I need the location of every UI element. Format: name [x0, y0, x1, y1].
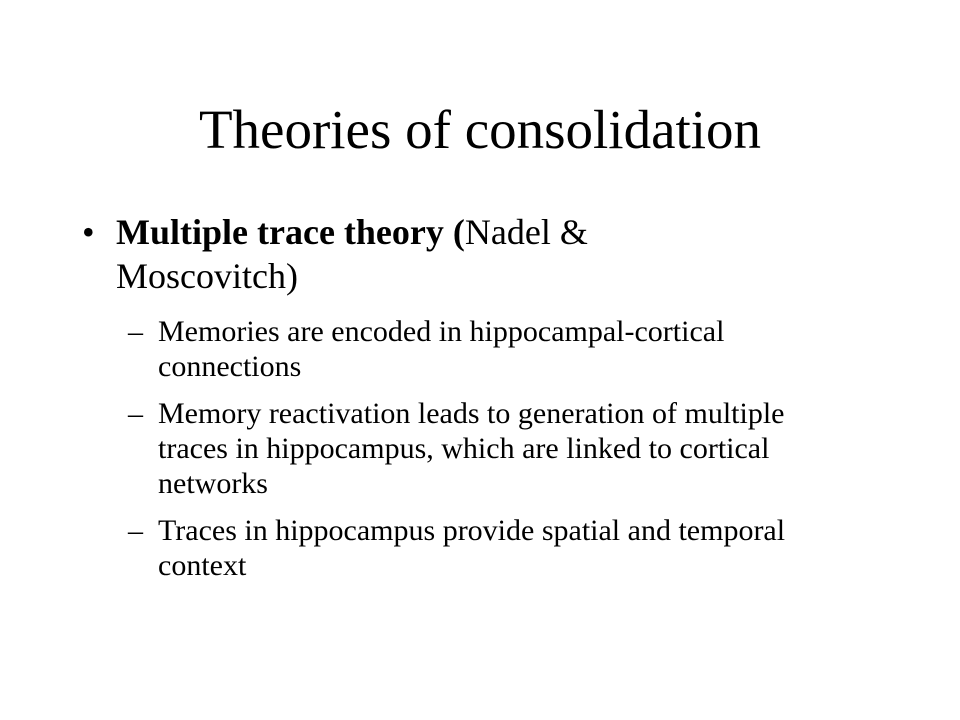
sub-bullet-text: Memory reactivation leads to generation of multiple traces in hippocampus, which are linked to cortical networks [158, 397, 785, 500]
sub-bullet-list [0, 314, 960, 583]
slide-title: Theories of consolidation [198, 99, 762, 160]
bullet-heading-rest: Nadel & Moscovitch) [116, 212, 588, 296]
sub-bullet [0, 513, 858, 583]
main-bullet [0, 210, 716, 298]
sub-bullet-text: Memories are encoded in hippocampal-cortical connections [158, 315, 725, 383]
sub-bullet-text: Traces in hippocampus provide spatial and temporal context [158, 514, 786, 582]
sub-bullet [0, 314, 858, 384]
bullet-marker: • [82, 212, 95, 252]
dash-marker: – [128, 397, 143, 430]
bullet-heading-bold: Multiple trace theory ( [116, 212, 465, 252]
slide-content [0, 210, 960, 595]
dash-marker: – [128, 514, 143, 547]
sub-bullet [0, 396, 858, 501]
dash-marker: – [128, 315, 143, 348]
